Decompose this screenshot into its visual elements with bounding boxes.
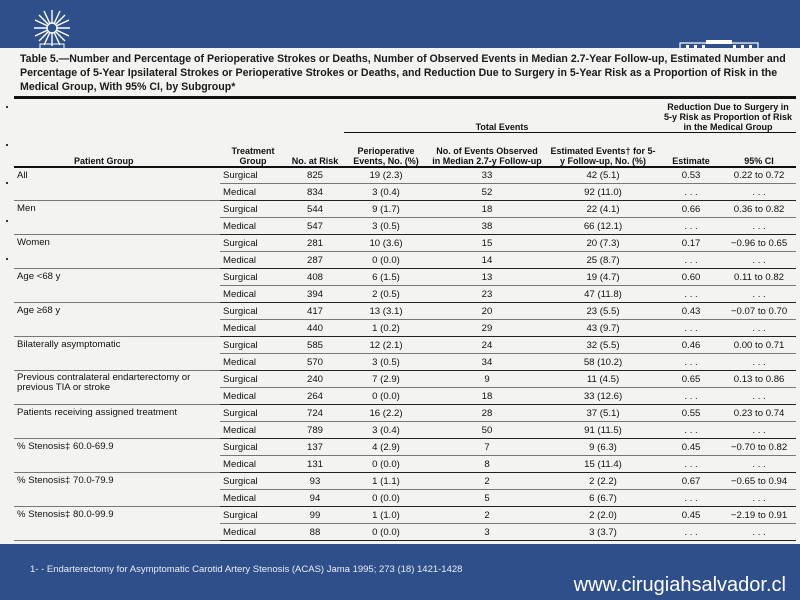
periop-cell: 1 (1.0) bbox=[344, 507, 428, 524]
periop-cell: 3 (0.5) bbox=[344, 218, 428, 235]
ci-cell: 0.23 to 0.74 bbox=[722, 405, 796, 422]
ci-cell: . . . bbox=[722, 456, 796, 473]
periop-cell: 10 (3.6) bbox=[344, 235, 428, 252]
ci-cell: . . . bbox=[722, 184, 796, 201]
risk-cell: 264 bbox=[286, 388, 344, 405]
estimate-cell: . . . bbox=[660, 490, 722, 507]
reduction-header: Reduction Due to Surgery in 5-y Risk as Proportion of Risk in the Medical Group bbox=[660, 102, 796, 133]
observed-cell: 9 bbox=[428, 371, 546, 388]
table-slide bbox=[0, 48, 800, 544]
periop-cell: 12 (2.1) bbox=[344, 337, 428, 354]
estimate-cell: 0.45 bbox=[660, 507, 722, 524]
table-row bbox=[14, 269, 796, 286]
ci-header: 95% CI bbox=[722, 133, 796, 167]
risk-cell: 240 bbox=[286, 371, 344, 388]
periop-cell: 9 (1.7) bbox=[344, 201, 428, 218]
treatment-cell: Surgical bbox=[220, 507, 286, 524]
treatment-cell: Medical bbox=[220, 252, 286, 269]
no-at-risk-header: No. at Risk bbox=[286, 133, 344, 167]
risk-cell: 417 bbox=[286, 303, 344, 320]
observed-cell: 23 bbox=[428, 286, 546, 303]
estimated-cell: 2 (2.2) bbox=[546, 473, 660, 490]
periop-cell: 0 (0.0) bbox=[344, 490, 428, 507]
periop-cell: 7 (2.9) bbox=[344, 371, 428, 388]
periop-cell: 3 (0.4) bbox=[344, 422, 428, 439]
periop-cell: 2 (0.5) bbox=[344, 286, 428, 303]
observed-cell: 24 bbox=[428, 337, 546, 354]
risk-cell: 287 bbox=[286, 252, 344, 269]
ci-cell: . . . bbox=[722, 388, 796, 405]
ci-cell: −0.70 to 0.82 bbox=[722, 439, 796, 456]
table-body bbox=[14, 167, 796, 541]
estimated-cell: 58 (10.2) bbox=[546, 354, 660, 371]
risk-cell: 825 bbox=[286, 167, 344, 184]
estimated-cell: 66 (12.1) bbox=[546, 218, 660, 235]
estimate-cell: . . . bbox=[660, 388, 722, 405]
estimate-header: Estimate bbox=[660, 133, 722, 167]
subgroup-table bbox=[14, 102, 796, 541]
estimate-cell: 0.53 bbox=[660, 167, 722, 184]
risk-cell: 281 bbox=[286, 235, 344, 252]
estimate-cell: 0.17 bbox=[660, 235, 722, 252]
risk-cell: 408 bbox=[286, 269, 344, 286]
treatment-cell: Medical bbox=[220, 218, 286, 235]
estimated-cell: 19 (4.7) bbox=[546, 269, 660, 286]
estimated-cell: 9 (6.3) bbox=[546, 439, 660, 456]
treatment-cell: Medical bbox=[220, 286, 286, 303]
ci-cell: . . . bbox=[722, 286, 796, 303]
estimate-cell: 0.46 bbox=[660, 337, 722, 354]
estimate-cell: . . . bbox=[660, 184, 722, 201]
estimated-cell: 32 (5.5) bbox=[546, 337, 660, 354]
ci-cell: . . . bbox=[722, 218, 796, 235]
periop-cell: 3 (0.4) bbox=[344, 184, 428, 201]
treatment-cell: Medical bbox=[220, 320, 286, 337]
table-row bbox=[14, 371, 796, 388]
ci-cell: 0.11 to 0.82 bbox=[722, 269, 796, 286]
estimated-cell: 37 (5.1) bbox=[546, 405, 660, 422]
margin-mark bbox=[6, 258, 8, 260]
treatment-cell: Medical bbox=[220, 490, 286, 507]
treatment-cell: Surgical bbox=[220, 269, 286, 286]
ci-cell: . . . bbox=[722, 422, 796, 439]
estimate-cell: . . . bbox=[660, 218, 722, 235]
ci-cell: 0.36 to 0.82 bbox=[722, 201, 796, 218]
estimated-cell: 33 (12.6) bbox=[546, 388, 660, 405]
risk-cell: 440 bbox=[286, 320, 344, 337]
observed-cell: 13 bbox=[428, 269, 546, 286]
observed-cell: 38 bbox=[428, 218, 546, 235]
estimated-cell: 47 (11.8) bbox=[546, 286, 660, 303]
ci-cell: −2.19 to 0.91 bbox=[722, 507, 796, 524]
table-row bbox=[14, 167, 796, 184]
estimate-cell: . . . bbox=[660, 524, 722, 541]
estimated-cell: 6 (6.7) bbox=[546, 490, 660, 507]
observed-cell: 2 bbox=[428, 473, 546, 490]
treatment-group-header: Treatment Group bbox=[220, 133, 286, 167]
estimated-cell: 92 (11.0) bbox=[546, 184, 660, 201]
estimated-cell: 43 (9.7) bbox=[546, 320, 660, 337]
observed-cell: 18 bbox=[428, 201, 546, 218]
periop-cell: 0 (0.0) bbox=[344, 456, 428, 473]
table-row bbox=[14, 235, 796, 252]
patient-group-cell: % Stenosis‡ 60.0-69.9 bbox=[14, 439, 220, 473]
treatment-cell: Surgical bbox=[220, 167, 286, 184]
estimated-events-header: Estimated Events† for 5-y Follow-up, No. (%) bbox=[546, 133, 660, 167]
ci-cell: −0.07 to 0.70 bbox=[722, 303, 796, 320]
observed-events-header: No. of Events Observed in Median 2.7-y Follow-up bbox=[428, 133, 546, 167]
periop-cell: 4 (2.9) bbox=[344, 439, 428, 456]
estimate-cell: . . . bbox=[660, 354, 722, 371]
reference-citation: 1- - Endarterectomy for Asymptomatic Carotid Artery Stenosis (ACAS) Jama 1995; 273 (18) 1421-1428 bbox=[30, 564, 463, 575]
risk-cell: 94 bbox=[286, 490, 344, 507]
patient-group-cell: Age ≥68 y bbox=[14, 303, 220, 337]
risk-cell: 724 bbox=[286, 405, 344, 422]
observed-cell: 3 bbox=[428, 524, 546, 541]
treatment-cell: Surgical bbox=[220, 303, 286, 320]
sunburst-emblem-icon bbox=[26, 6, 78, 54]
observed-cell: 33 bbox=[428, 167, 546, 184]
ci-cell: . . . bbox=[722, 320, 796, 337]
periop-cell: 16 (2.2) bbox=[344, 405, 428, 422]
risk-cell: 544 bbox=[286, 201, 344, 218]
perioperative-header: Perioperative Events, No. (%) bbox=[344, 133, 428, 167]
margin-mark bbox=[6, 182, 8, 184]
risk-cell: 137 bbox=[286, 439, 344, 456]
estimate-cell: . . . bbox=[660, 252, 722, 269]
table-row bbox=[14, 337, 796, 354]
estimate-cell: 0.66 bbox=[660, 201, 722, 218]
estimate-cell: 0.65 bbox=[660, 371, 722, 388]
patient-group-cell: Previous contralateral endarterectomy or previous TIA or stroke bbox=[14, 371, 220, 405]
table-row bbox=[14, 201, 796, 218]
table-row bbox=[14, 405, 796, 422]
estimate-cell: . . . bbox=[660, 456, 722, 473]
estimated-cell: 42 (5.1) bbox=[546, 167, 660, 184]
observed-cell: 50 bbox=[428, 422, 546, 439]
patient-group-header: Patient Group bbox=[14, 133, 220, 167]
treatment-cell: Surgical bbox=[220, 473, 286, 490]
patient-group-cell: Bilaterally asymptomatic bbox=[14, 337, 220, 371]
treatment-cell: Surgical bbox=[220, 439, 286, 456]
patient-group-cell: Men bbox=[14, 201, 220, 235]
risk-cell: 93 bbox=[286, 473, 344, 490]
treatment-cell: Medical bbox=[220, 388, 286, 405]
patient-group-cell: Patients receiving assigned treatment bbox=[14, 405, 220, 439]
margin-mark bbox=[6, 220, 8, 222]
observed-cell: 15 bbox=[428, 235, 546, 252]
estimated-cell: 23 (5.5) bbox=[546, 303, 660, 320]
table-row bbox=[14, 507, 796, 524]
risk-cell: 547 bbox=[286, 218, 344, 235]
observed-cell: 20 bbox=[428, 303, 546, 320]
ci-cell: 0.13 to 0.86 bbox=[722, 371, 796, 388]
ci-cell: 0.22 to 0.72 bbox=[722, 167, 796, 184]
observed-cell: 14 bbox=[428, 252, 546, 269]
total-events-header: Total Events bbox=[344, 102, 660, 133]
patient-group-cell: % Stenosis‡ 70.0-79.9 bbox=[14, 473, 220, 507]
patient-group-cell: Age <68 y bbox=[14, 269, 220, 303]
periop-cell: 6 (1.5) bbox=[344, 269, 428, 286]
ci-cell: . . . bbox=[722, 524, 796, 541]
periop-cell: 1 (0.2) bbox=[344, 320, 428, 337]
observed-cell: 7 bbox=[428, 439, 546, 456]
patient-group-cell: % Stenosis‡ 80.0-99.9 bbox=[14, 507, 220, 541]
treatment-cell: Medical bbox=[220, 354, 286, 371]
patient-group-cell: All bbox=[14, 167, 220, 201]
estimated-cell: 22 (4.1) bbox=[546, 201, 660, 218]
periop-cell: 0 (0.0) bbox=[344, 388, 428, 405]
ci-cell: −0.96 to 0.65 bbox=[722, 235, 796, 252]
treatment-cell: Medical bbox=[220, 184, 286, 201]
observed-cell: 2 bbox=[428, 507, 546, 524]
estimate-cell: 0.67 bbox=[660, 473, 722, 490]
estimate-cell: 0.55 bbox=[660, 405, 722, 422]
estimated-cell: 15 (11.4) bbox=[546, 456, 660, 473]
estimate-cell: . . . bbox=[660, 422, 722, 439]
estimated-cell: 20 (7.3) bbox=[546, 235, 660, 252]
estimated-cell: 25 (8.7) bbox=[546, 252, 660, 269]
periop-cell: 0 (0.0) bbox=[344, 252, 428, 269]
ci-cell: −0.65 to 0.94 bbox=[722, 473, 796, 490]
observed-cell: 52 bbox=[428, 184, 546, 201]
estimated-cell: 11 (4.5) bbox=[546, 371, 660, 388]
ci-cell: . . . bbox=[722, 252, 796, 269]
treatment-cell: Surgical bbox=[220, 371, 286, 388]
observed-cell: 29 bbox=[428, 320, 546, 337]
treatment-cell: Medical bbox=[220, 422, 286, 439]
ci-cell: 0.00 to 0.71 bbox=[722, 337, 796, 354]
observed-cell: 18 bbox=[428, 388, 546, 405]
estimate-cell: . . . bbox=[660, 286, 722, 303]
estimate-cell: 0.45 bbox=[660, 439, 722, 456]
treatment-cell: Surgical bbox=[220, 337, 286, 354]
risk-cell: 131 bbox=[286, 456, 344, 473]
estimated-cell: 91 (11.5) bbox=[546, 422, 660, 439]
table-row bbox=[14, 303, 796, 320]
estimated-cell: 2 (2.0) bbox=[546, 507, 660, 524]
margin-mark bbox=[6, 144, 8, 146]
estimate-cell: . . . bbox=[660, 320, 722, 337]
observed-cell: 8 bbox=[428, 456, 546, 473]
estimate-cell: 0.43 bbox=[660, 303, 722, 320]
periop-cell: 13 (3.1) bbox=[344, 303, 428, 320]
margin-mark bbox=[6, 106, 8, 108]
observed-cell: 34 bbox=[428, 354, 546, 371]
estimated-cell: 3 (3.7) bbox=[546, 524, 660, 541]
bottom-banner bbox=[0, 544, 800, 600]
treatment-cell: Medical bbox=[220, 456, 286, 473]
risk-cell: 394 bbox=[286, 286, 344, 303]
periop-cell: 19 (2.3) bbox=[344, 167, 428, 184]
periop-cell: 3 (0.5) bbox=[344, 354, 428, 371]
periop-cell: 1 (1.1) bbox=[344, 473, 428, 490]
treatment-cell: Surgical bbox=[220, 405, 286, 422]
table-row bbox=[14, 439, 796, 456]
observed-cell: 5 bbox=[428, 490, 546, 507]
ci-cell: . . . bbox=[722, 490, 796, 507]
table-row bbox=[14, 473, 796, 490]
risk-cell: 88 bbox=[286, 524, 344, 541]
risk-cell: 585 bbox=[286, 337, 344, 354]
table-caption: Table 5.—Number and Percentage of Perioperative Strokes or Deaths, Number of Observed Events in Median 2.7-Year Follow-up, Estimated Number and Percentage of 5-Year Ipsilateral Strokes or Perioperative Strokes or Deaths, and Reduction Due to Surgery in 5-Year Risk as a Proportion of Risk in the Medical Group, With 95% CI, by Subgroup* bbox=[20, 53, 786, 93]
patient-group-cell: Women bbox=[14, 235, 220, 269]
risk-cell: 570 bbox=[286, 354, 344, 371]
risk-cell: 834 bbox=[286, 184, 344, 201]
risk-cell: 99 bbox=[286, 507, 344, 524]
periop-cell: 0 (0.0) bbox=[344, 524, 428, 541]
treatment-cell: Surgical bbox=[220, 201, 286, 218]
risk-cell: 789 bbox=[286, 422, 344, 439]
website-link[interactable]: www.cirugiahsalvador.cl bbox=[573, 574, 786, 596]
treatment-cell: Medical bbox=[220, 524, 286, 541]
table-top-rule bbox=[14, 96, 796, 99]
ci-cell: . . . bbox=[722, 354, 796, 371]
treatment-cell: Surgical bbox=[220, 235, 286, 252]
observed-cell: 28 bbox=[428, 405, 546, 422]
estimate-cell: 0.60 bbox=[660, 269, 722, 286]
